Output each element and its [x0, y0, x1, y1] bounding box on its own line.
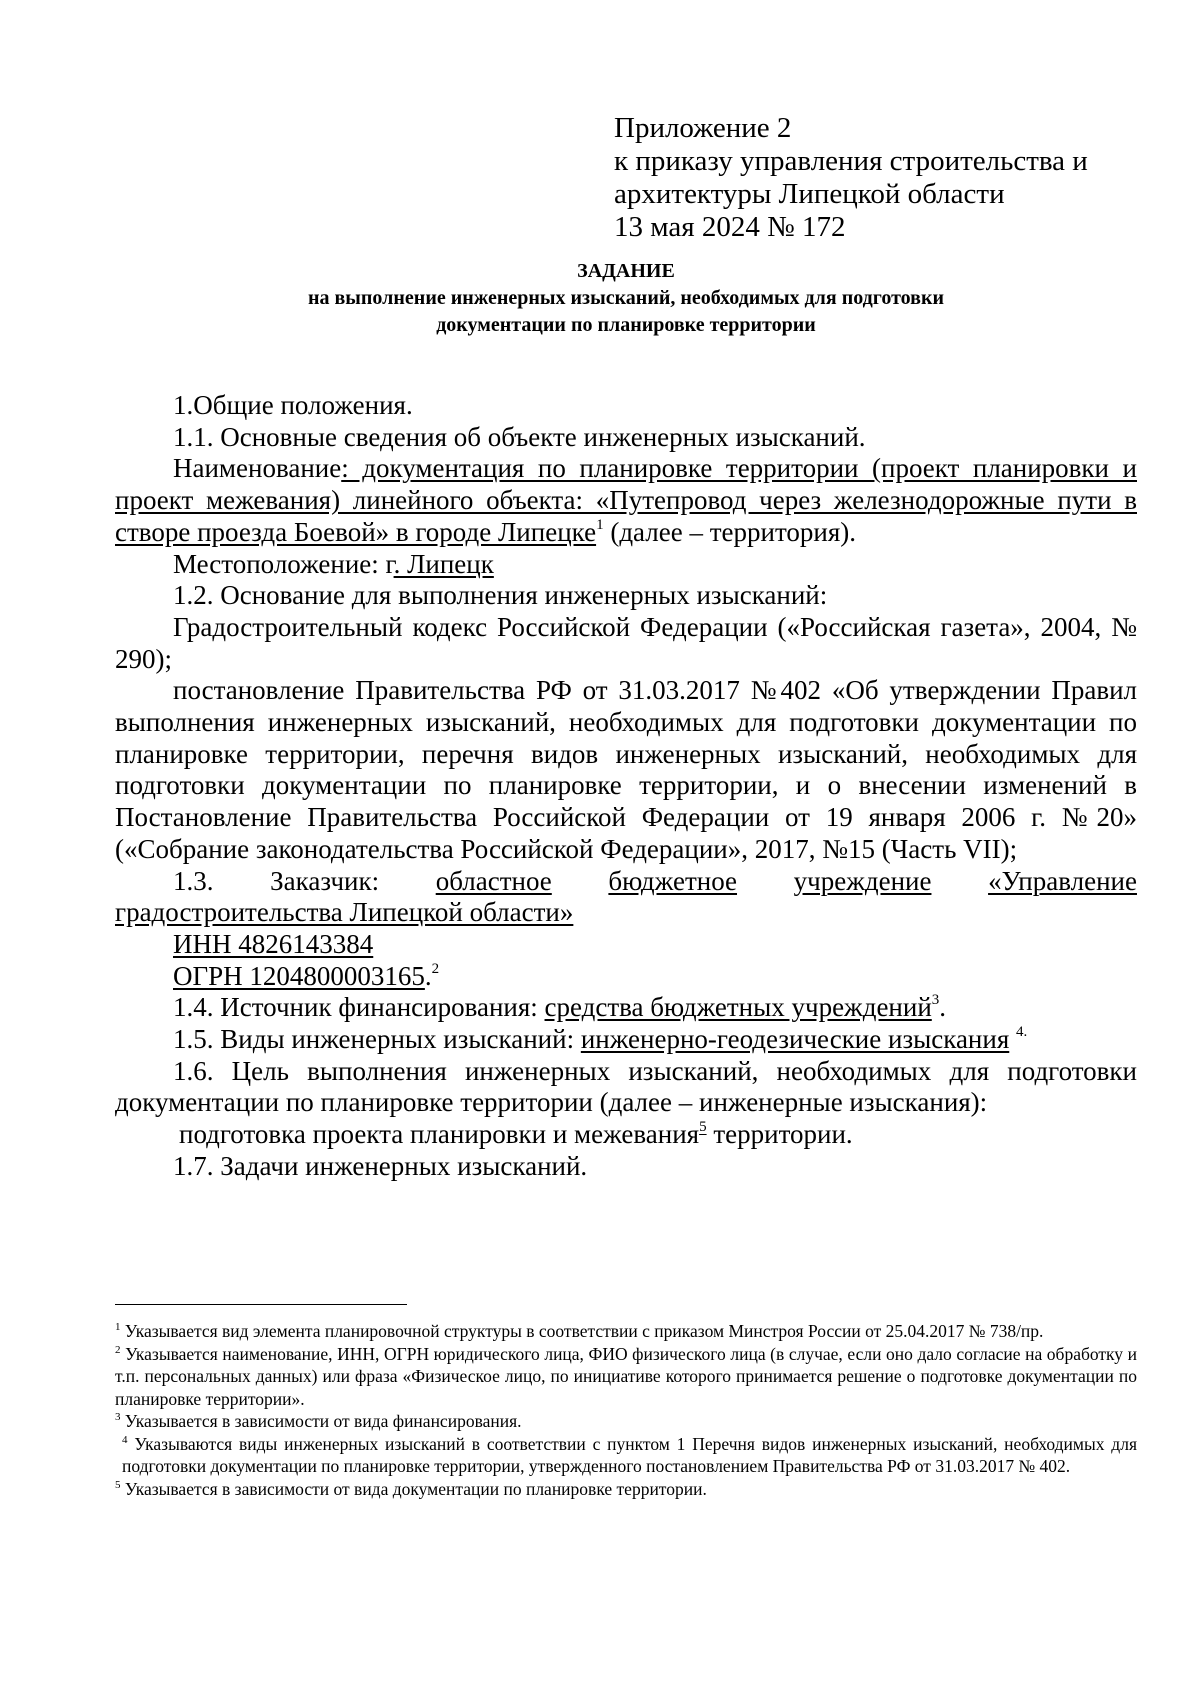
appendix-block — [614, 112, 1088, 244]
footnote-ref-2: 2 — [431, 960, 440, 977]
footnote-1 — [115, 1320, 1137, 1343]
survey-types-label: 1.5. Виды инженерных изысканий: — [173, 1024, 581, 1055]
financing-value: средства бюджетных учреждений — [544, 992, 932, 1023]
footnote-4 — [115, 1433, 1137, 1478]
ogrn-line — [115, 961, 1137, 993]
inn-value: ИНН 4826143384 — [173, 928, 374, 959]
object-name-value: : документация по планировке территории (проект планировки и проект межевания) линейного объекта: «Путепровод через железнодорожные пути в створе проезда Боевой» в городе Липецке — [115, 453, 1137, 547]
survey-types-value: инженерно-геодезические изыскания — [580, 1024, 1010, 1055]
financing-tail: . — [939, 992, 947, 1023]
footnote-4-text: Указываются виды инженерных изысканий в соответствии с пунктом 1 Перечня видов инженерных изысканий, необходимых для подготовки документации по планировке территории, утвержденного постановлением Правительства РФ от 31.03.2017 № 402. — [122, 1433, 1137, 1476]
footnote-ref-5 — [699, 1119, 707, 1135]
section-1-1: 1.1. Основные сведения об объекте инженерных изысканий. — [173, 421, 866, 452]
basis-gradostroitelny-kodeks: Градостроительный кодекс Российской Федерации («Российская газета», 2004, № 290); — [115, 611, 1137, 674]
customer-word: областное — [435, 865, 552, 896]
document-subtitle-line: на выполнение инженерных изысканий, необходимых для подготовки — [307, 287, 945, 309]
appendix-date-number: 13 мая 2024 № 172 — [614, 211, 846, 243]
survey-goal-text: подготовка проекта планировки и межевания — [179, 1119, 700, 1150]
location-label: Местоположение: г — [173, 548, 394, 579]
ogrn-value: ОГРН 1204800003165 — [173, 960, 425, 991]
footnote-2 — [115, 1343, 1137, 1411]
customer-name-end: градостроительства Липецкой области» — [115, 897, 574, 928]
appendix-line: архитектуры Липецкой области — [614, 178, 1005, 210]
customer-word: бюджетное — [608, 865, 738, 896]
footnote-3-number: 3 — [115, 1411, 121, 1423]
document-title: ЗАДАНИЕ — [577, 260, 675, 282]
customer-line — [115, 866, 1137, 898]
footnote-1-text: Указывается вид элемента планировочной структуры в соответствии с приказом Минстроя России от 25.04.2017 № 738/пр. — [120, 1321, 1044, 1341]
footnote-ref-3: 3 — [931, 992, 940, 1009]
ogrn-tail: . — [424, 960, 432, 991]
section-1-3-number: 1.3. — [173, 865, 214, 896]
section-1-2: 1.2. Основание для выполнения инженерных изысканий: — [173, 580, 828, 611]
customer-word: учреждение — [793, 865, 932, 896]
document-body — [115, 390, 1137, 1183]
footnote-5 — [115, 1478, 1137, 1501]
footnote-5-text: Указывается в зависимости от вида документации по планировке территории. — [120, 1478, 707, 1499]
survey-goal-tail: территории. — [706, 1119, 853, 1150]
footnote-1-number: 1 — [115, 1321, 121, 1333]
footnote-3 — [115, 1410, 1137, 1433]
section-1-4 — [115, 992, 1137, 1024]
appendix-line: к приказу управления строительства и — [614, 145, 1088, 177]
footnote-ref-5-number: 5 — [699, 1119, 707, 1136]
inn-line — [115, 929, 1137, 961]
object-name-tail: (далее – территория). — [603, 516, 857, 547]
footnote-2-number: 2 — [115, 1343, 121, 1356]
basis-postanovlenie-402: постановление Правительства РФ от 31.03.2017 №402 «Об утверждении Правил выполнения инженерных изысканий, необходимых для подготовки документации по планировке территории, перечня видов инженерных изысканий, необходимых для подготовки документации по планировке территории, и о внесении изменений в Постановление Правительства Российской Федерации от 19 января 2006 г. №20» («Собрание законодательства Российской Федерации», 2017, №15 (Часть VII); — [115, 675, 1137, 864]
section-1-7: 1.7. Задачи инженерных изысканий. — [173, 1150, 588, 1181]
footnote-ref-4: 4. — [1016, 1024, 1028, 1041]
customer-label: Заказчик: — [270, 865, 380, 896]
footnote-ref-1: 1 — [596, 516, 604, 533]
location-paragraph — [115, 549, 1137, 581]
footnote-4-number: 4 — [122, 1433, 128, 1446]
object-name-paragraph — [115, 453, 1137, 548]
footnote-3-text: Указывается в зависимости от вида финансирования. — [120, 1411, 522, 1431]
location-value: . Липецк — [393, 548, 494, 579]
appendix-line: Приложение 2 — [614, 112, 792, 144]
footnotes — [115, 1320, 1137, 1500]
object-name-label: Наименование — [173, 453, 342, 484]
financing-label: 1.4. Источник финансирования: — [173, 992, 545, 1023]
section-1-5 — [115, 1024, 1137, 1056]
survey-goal — [115, 1119, 1137, 1151]
section-1-heading: 1.Общие положения. — [173, 390, 413, 420]
footnote-separator — [115, 1304, 407, 1305]
customer-line-2 — [115, 897, 1137, 929]
footnote-2-text: Указывается наименование, ИНН, ОГРН юридического лица, ФИО физического лица (в случае, если оно дало согласие на обработку и т.п. персональных данных) или фраза «Физическое лицо, по инициативе которого принимается решение о подготовке документации по планировке территории». — [115, 1343, 1137, 1409]
customer-word: «Управление — [988, 865, 1137, 896]
document-subtitle-line: документации по планировке территории — [436, 314, 816, 336]
section-1-6: 1.6. Цель выполнения инженерных изысканий, необходимых для подготовки документации по планировке территории (далее – инженерные изыскания): — [115, 1055, 1137, 1118]
footnote-5-number: 5 — [115, 1478, 121, 1491]
